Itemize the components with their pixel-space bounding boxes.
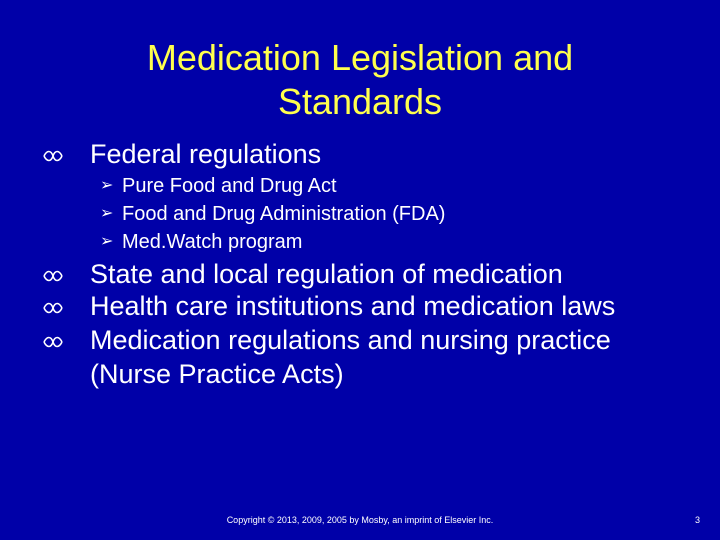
bullet-nursing-practice-continuation: (Nurse Practice Acts) bbox=[90, 359, 344, 389]
title-line-2: Standards bbox=[277, 81, 443, 122]
flourish-icon bbox=[42, 148, 64, 164]
arrowhead-icon: ➢ bbox=[100, 177, 114, 194]
slide-title bbox=[60, 36, 660, 124]
arrowhead-icon: ➢ bbox=[100, 233, 114, 250]
page-number: 3 bbox=[694, 515, 700, 525]
title-line-1: Medication Legislation and bbox=[146, 37, 574, 78]
arrowhead-icon: ➢ bbox=[100, 205, 114, 222]
sub-bullet-fda: Food and Drug Administration (FDA) bbox=[122, 203, 446, 225]
flourish-icon bbox=[42, 300, 64, 316]
bullet-nursing-practice: Medication regulations and nursing practice bbox=[90, 325, 611, 355]
sub-bullet-medwatch: Med.Watch program bbox=[122, 231, 303, 253]
bullet-state-local: State and local regulation of medication bbox=[90, 259, 563, 289]
flourish-icon bbox=[42, 334, 64, 350]
bullet-federal-regulations: Federal regulations bbox=[90, 139, 322, 169]
bullet-health-care: Health care institutions and medication laws bbox=[90, 291, 616, 321]
flourish-icon bbox=[42, 268, 64, 284]
copyright-footer: Copyright © 2013, 2009, 2005 by Mosby, an imprint of Elsevier Inc. bbox=[226, 515, 494, 525]
sub-bullet-pure-food: Pure Food and Drug Act bbox=[122, 175, 337, 197]
